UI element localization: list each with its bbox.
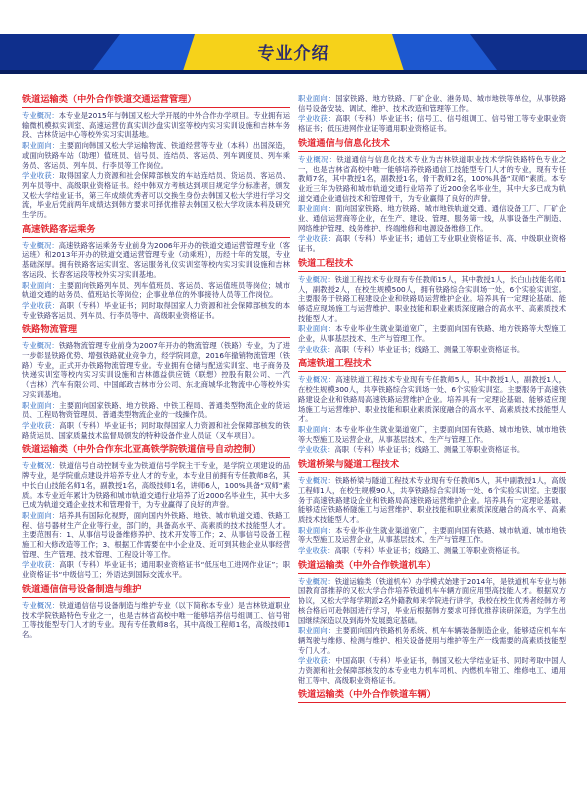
paragraph-label: 职业面向： (22, 400, 60, 410)
program-paragraph (298, 114, 566, 133)
program-section (298, 358, 566, 455)
paragraph-text: 培养具有国际化视野，面向国内外铁路、地铁、城市轨道交通、铁路工程、信号器材生产企业等行业，部门的，具备高水平、高素质的技术技能型人才。主要范围有：1、从事信号设备维修养护、技术开发等工作；2、从事信号设备工程施工和大修改造等工作；3、根据工作需要在中小企业及、近可到其他企业从事经营管理、生产管理、技术管理、工程设计等工作。 (22, 510, 290, 559)
program-paragraph (298, 445, 566, 455)
paragraph-label: 职业面向： (22, 141, 60, 151)
paragraph-text: 铁路物流管理专业前身为2007年开办的物流管理（铁路）专业，为了进一步彰显铁路优势、增强铁路就业竞争力，经学院同意，2016年撤销物流管理（铁路）专业，正式开办铁路物流管理专业。专业拥有仓储与配送实训室、电子商务及快递实训室等校内实习实训设施和吉林德益供应链（联想）控股有限公司、一汽（吉林）汽车有限公司、中国邮政吉林市分公司、东北商城华北物流中心等校外实习实训基地。 (22, 341, 290, 399)
paragraph-label: 职业面向： (298, 525, 336, 535)
program-paragraph (22, 401, 290, 420)
program-paragraph (22, 141, 290, 170)
paragraph-text: 高职（专科）毕业证书；信号工、信号组调工、信号钳工等专业职业资格证书；低压进网作业证等通用职业资格证书。 (298, 114, 566, 134)
paragraph-text: 铁路桥梁与隧道工程技术专业现有专任教师5人，其中副教授1人，高级工程师1人，在校生规模90人，共享铁路综合实训场一处、6个实验实训室。主要服务于高速铁路建设企业和铁路局高速铁路运营维护企业。培养具有一定理论基础、能够适应铁路桥隧施工与运营维护、职业技能和职业素质深度融合的高水平、高素质技术技能型人才。 (298, 476, 566, 524)
paragraph-label: 学业收获： (298, 656, 336, 666)
paragraph-label: 职业面向： (298, 626, 336, 636)
program-paragraph (22, 341, 290, 399)
program-paragraph (298, 345, 566, 355)
program-paragraph (298, 476, 566, 525)
program-section (298, 258, 566, 355)
program-section (298, 138, 566, 254)
program-paragraph (22, 111, 290, 140)
program-paragraph (22, 601, 290, 640)
paragraph-label: 专业概况： (298, 476, 335, 486)
paragraph-label: 专业概况： (22, 461, 60, 471)
program-paragraph (22, 560, 290, 579)
paragraph-text: 铁道通信信号设备制造与维护专业（以下简称本专业）是吉林铁道职业技术学院铁路特色专业之一，也是吉林省高校中唯一能够培养信号组调工、信号钳工等技能型专门人才的专业。现有专任教师8名，其中高级工程师1名，高级技师1名。 (22, 600, 290, 639)
paragraph-text: 铁道运输类（铁道机车）办学模式始建于2014年，是铁道机车专业与韩国教育部推荐的又松大学合作培养铁道机车车辆方面应用型高技能人才。根据双方协议，又松大学每学期派2名外籍教师来学院进行讲学，我校在校生优秀者经韩方考核合格后可赴韩国进行学习，毕业后根据韩方要求可择优推荐读研深造，为学生出国继续深造以及到海外发展奠定基础。 (298, 576, 566, 625)
section-banner (0, 34, 587, 74)
paragraph-text: 高职（专科）毕业证书；同时取得国家人力资源和社会保障部核发的本专业铁路客运员、列车员、行李员等中、高级职业资格证书。 (22, 300, 290, 320)
program-paragraph (298, 425, 566, 444)
program-title: 高速铁道工程技术 (298, 358, 566, 372)
program-section (298, 689, 566, 703)
program-title: 铁道运输类（中外合作东北亚高铁学院铁道信号自动控制） (22, 444, 290, 458)
paragraph-label: 职业面向： (22, 280, 60, 290)
program-section (298, 94, 566, 134)
paragraph-text: 高职（专科）毕业证书；同时取得国家人力资源和社会保障部核发的铁路货运员、国家质量技术监督局颁发的特种设备作业人员证（叉车项目）。 (22, 420, 290, 440)
paragraph-label: 专业概况： (298, 274, 335, 284)
paragraph-label: 学业收获： (22, 420, 60, 430)
paragraph-label: 职业面向： (298, 324, 336, 334)
program-paragraph (22, 421, 290, 440)
program-paragraph (298, 324, 566, 343)
paragraph-label: 职业面向： (298, 204, 336, 214)
program-paragraph (298, 155, 566, 204)
paragraph-label: 学业收获： (298, 114, 336, 124)
program-paragraph (298, 94, 566, 113)
paragraph-label: 学业收获： (22, 560, 60, 570)
paragraph-text: 主要面向国内铁路机务系统、机车车辆装备制造企业，能够适应机车车辆驾驶与维修、检测与维护、相关设备使用与维护等生产一线需要的高素质技能型专门人才。 (298, 626, 566, 655)
program-section (22, 444, 290, 579)
program-title: 高速铁路客运乘务 (22, 224, 290, 238)
paragraph-label: 学业收获： (22, 171, 60, 181)
paragraph-label: 专业概况： (22, 600, 60, 610)
program-title: 铁道运输类（中外合作铁道车辆） (298, 689, 566, 703)
program-paragraph (298, 626, 566, 655)
paragraph-text: 高职（专科）毕业证书；线路工、测量工等职业资格证书。 (334, 546, 525, 556)
paragraph-text: 主要面向铁路列车员、列车值班员、客运员、客运值班员等岗位；城市轨道交通的站务员、值班站长等岗位；企事业单位的外事接待人员等工作岗位。 (22, 280, 290, 300)
paragraph-text: 高职（专科）毕业证书；线路工、测量工等职业资格证书。 (334, 344, 525, 354)
paragraph-text: 铁道工程技术专业现有专任教师15人，其中教授1人，长白山技能名师1人，副教授2人，在校生规模500人，拥有铁路综合实训场一处、6个实验实训室。主要服务于铁路工程建设企业和铁路局运营维护企业。培养具有一定理论基础、能够适应现场施工与运营维护、职业技能和职业素质深度融合的高水平、高素质技术技能型人才。 (298, 274, 566, 323)
program-section (22, 324, 290, 440)
paragraph-label: 专业概况： (298, 576, 335, 586)
paragraph-text: 国家铁路、地方铁路、厂矿企业、港务局、城市地铁等单位，从事铁路信号设备安装、调试、维护、技术改造和管理等工作。 (298, 94, 566, 113)
paragraph-label: 学业收获： (298, 546, 335, 556)
paragraph-label: 职业面向： (22, 510, 60, 520)
paragraph-text: 主要面向国家铁路、地方铁路、中铁工程局、普通类型物流企业的货运员、工程局物资管理员、普通类型物流企业的一线操作员。 (22, 400, 290, 420)
paragraph-text: 取得国家人力资源和社会保障部核发的车站连结员、货运员、客运员、列车员等中、高级职业资格证书。经中韩双方考核达到项目规定学分标准者，颁发又松大学结业证书，第三年成绩优秀者可以交换生身份去韩国又松大学进行学习交流，毕业后凭前两年成绩达到韩方要求可择优推荐去韩国又松大学攻读本科及研究生学历。 (22, 171, 290, 220)
paragraph-text: 本专业毕业生就业渠道宽广，主要面向国有铁路、城市地铁、城市地铁等大型施工及运营企业，从事基层技术、生产与管理工作。 (298, 424, 566, 444)
program-title: 铁路物流管理 (22, 324, 290, 338)
program-section (298, 459, 566, 556)
program-section (22, 94, 290, 220)
paragraph-text: 高速铁道工程技术专业现有专任教师5人，其中教授1人，副教授1人，在校生规模300人，共享铁路综合实训场一处、6个实验实训室。主要服务于高速铁路建设企业和铁路局高速铁路运营维护企业。培养具有一定理论基础、能够适应现场施工与运营维护、职业技能和职业素质深度融合的高水平、高素质技术技能型人才。 (298, 375, 566, 424)
program-section (22, 584, 290, 640)
right-column (298, 94, 566, 794)
program-paragraph (298, 375, 566, 424)
program-paragraph (298, 656, 566, 685)
program-title: 铁道工程技术 (298, 258, 566, 272)
program-paragraph (22, 511, 290, 560)
program-paragraph (22, 301, 290, 320)
paragraph-label: 学业收获： (298, 344, 335, 354)
paragraph-label: 专业概况： (298, 154, 337, 164)
paragraph-label: 学业收获： (22, 300, 60, 310)
paragraph-label: 学业收获： (298, 445, 335, 455)
page-title: 专业介绍 (257, 44, 330, 64)
paragraph-text: 高职（专科）毕业证书；线路工、测量工等职业资格证书。 (334, 445, 525, 455)
program-paragraph (22, 171, 290, 220)
program-section (298, 560, 566, 686)
paragraph-text: 铁道信号自动控制专业为铁道信号学院主干专业，是学院立项建设的品牌专业，是学院重点建设并培养专业人才的专业，本专业目前拥有专任教师8名，其中长白山技能名师1名，副教授1名，高级技师1名，讲师6人，100%具备“双师”素质。本专业近年累计为铁路和城市轨道交通行业培养了近2000名毕业生，其中大多已成为轨道交通企业技术和管理骨干，为专业赢得了良好的声誉。 (22, 461, 290, 510)
program-paragraph (298, 204, 566, 233)
paragraph-text: 本专业毕业生就业渠道宽广，主要面向国有铁路、地方铁路等大型施工企业，从事基层技术、生产与管理工作。 (298, 324, 566, 344)
paragraph-text: 本专业毕业生就业渠道宽广，主要面向国有铁路、城市轨道、城市地铁等大型施工及运营企业，从事基层技术、生产与管理工作。 (298, 525, 566, 545)
program-paragraph (22, 241, 290, 280)
program-paragraph (298, 577, 566, 626)
program-title: 铁道通信与信息化技术 (298, 138, 566, 152)
paragraph-text: 铁道通信与信息化技术专业为吉林铁道职业技术学院铁路特色专业之一，也是吉林省高校中唯一能够培养铁路通信工技能型专门人才的专业，现有专任教师7名，其中教授1名，副教授1名，骨干教师2名，100%具备“双师”素质。本专业近三年为铁路和城市轨道交通行业培养了近200余名毕业生，其中大多已成为轨道交通企业通信技术和管理骨干，为专业赢得了良好的声誉。 (298, 154, 566, 203)
paragraph-label: 专业概况： (22, 111, 59, 120)
program-paragraph (298, 526, 566, 545)
paragraph-text: 高职（专科）毕业证书；通用职业资格证书“低压电工进网作业证”；职业资格证书“中级信号工；外语达到国际交流水平。 (22, 560, 290, 580)
paragraph-label: 学业收获： (298, 234, 336, 244)
program-paragraph (22, 461, 290, 510)
program-paragraph (298, 275, 566, 324)
paragraph-text: 高职（专科）毕业证书；通信工专业职业资格证书、高、中级职业资格证书。 (298, 234, 566, 254)
program-section (22, 224, 290, 321)
paragraph-label: 职业面向： (298, 94, 336, 103)
paragraph-text: 高速铁路客运乘务专业前身为2006年开办的铁道交通运营管理专业（客运班）和2013年开办的铁道交通运营管理专业（动乘班），历经十年的发展，专业基础深厚。拥有铁路客运实训室、客运服务礼仪实训室等校内实习实训设施和吉林客运段、长春客运段等校外实习实训基地。 (22, 240, 290, 279)
left-column (22, 94, 290, 798)
program-paragraph (298, 546, 566, 556)
paragraph-label: 职业面向： (298, 424, 336, 434)
content-columns (0, 94, 587, 800)
paragraph-label: 专业概况： (22, 240, 59, 250)
paragraph-text: 本专业是2015年与韩国又松大学开展的中外合作办学项目。专业拥有运输微机模拟实训室、高速运营仿真实训沙盘实训室等校内实习实训设施和吉林车务段、吉林货运中心等校外实习实训基地。 (22, 111, 290, 140)
program-title: 铁道桥梁与隧道工程技术 (298, 459, 566, 473)
paragraph-label: 专业概况： (22, 341, 59, 351)
program-title: 铁道运输类（中外合作铁道机车） (298, 560, 566, 574)
paragraph-label: 专业概况： (298, 375, 336, 385)
program-paragraph (22, 281, 290, 300)
paragraph-text: 主要面向韩国又松大学运输物流、铁道经营等专业（本科）出国深造，或面向铁路车站（助理）值班员、信号员、连结员、客运员、列车调度员、列车乘务员、客运员、列车员、行李员等工作岗位。 (22, 141, 290, 170)
paragraph-text: 中国高职（专科）毕业证书，韩国又松大学结业证书、同时考取中国人力资源和社会保障部核发的本专业电力机车司机、内燃机车钳工、维修电工、通用钳工等中、高级职业资格证书。 (298, 656, 566, 685)
program-title: 铁道通信信号设备制造与维护 (22, 584, 290, 598)
program-title: 铁道运输类（中外合作铁道交通运营管理） (22, 94, 290, 108)
program-paragraph (298, 234, 566, 253)
paragraph-text: 面向国家铁路、地方铁路、城市地铁轨道交通、通信设备工厂、厂矿企业、通信运营商等企业，在生产、建设、管理、服务第一线，从事设备生产制造、网络维护管理、线务维护、终端维修和电源设备维修工作。 (298, 204, 566, 233)
